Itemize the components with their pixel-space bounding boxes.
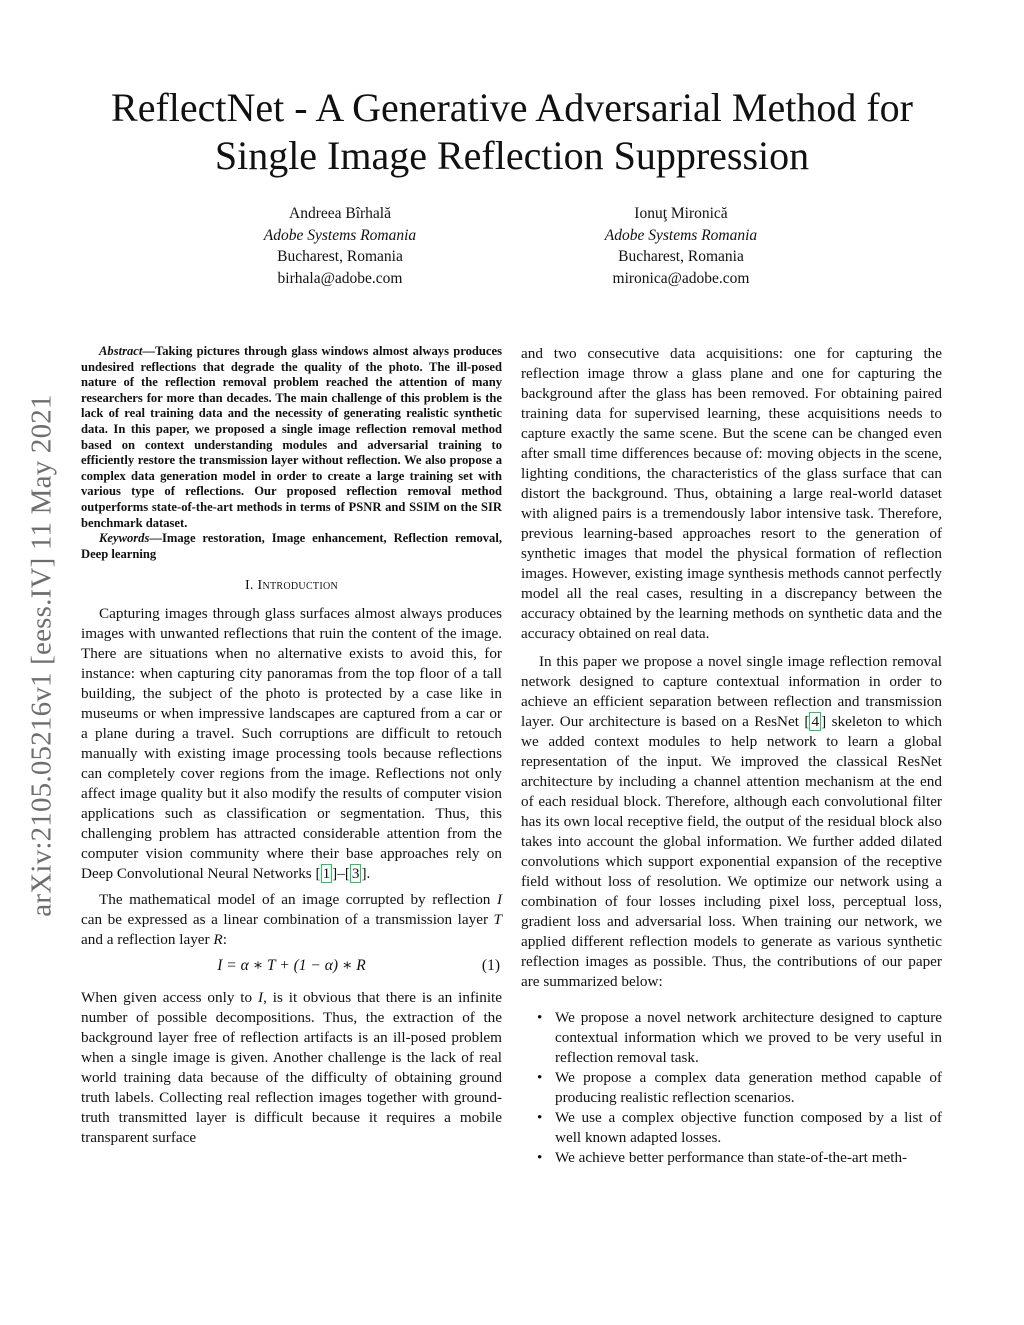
- title-line-2: Single Image Reflection Suppression: [214, 133, 810, 178]
- intro-p2-d: :: [222, 931, 227, 949]
- author-name: Andreea Bîrhală: [289, 205, 391, 222]
- contribution-text: We use a complex objective function composed by a list of well known adapted losses.: [555, 1109, 942, 1146]
- intro-p2-a: The mathematical model of an image corrupted by reflection: [99, 891, 497, 909]
- author-city: Bucharest, Romania: [618, 248, 744, 265]
- intro-p1-end: .: [366, 865, 371, 883]
- contribution-text: We achieve better performance than state-of-the-art meth-: [555, 1149, 908, 1166]
- abstract-label: Abstract: [99, 344, 143, 358]
- intro-p3-a: When given access only to: [81, 989, 258, 1007]
- contribution-item: [537, 1008, 942, 1068]
- bullet-icon: •: [537, 1069, 543, 1086]
- var-r: R: [213, 931, 223, 949]
- right-p2-b: skeleton to which we added context modules to help network to learn a global representation of the input. We improved the classical ResNet architecture by including a channel attention mechanism at the end of each residual block. Therefore, although each convolutional filter has its own local receptive field, the output of the residual block also takes into account the global information. We further added dilated convolutions which support exponential expansion of the receptive field without loss of resolution. We optimize our network using a combination of four losses including pixel loss, perceptual loss, gradient loss and adversarial loss. When training our network, we applied different reflection models to generate as various synthetic reflection images as possible. Thus, the contributions of our paper are summarized below:: [521, 713, 942, 990]
- author-city: Bucharest, Romania: [277, 248, 403, 265]
- equation-number: (1): [481, 957, 500, 975]
- author-affiliation: Adobe Systems Romania: [604, 226, 758, 244]
- var-t: T: [493, 911, 502, 929]
- author-email: mironica@adobe.com: [612, 269, 750, 287]
- author-affiliation: Adobe Systems Romania: [263, 226, 417, 244]
- bullet-icon: •: [537, 1009, 543, 1026]
- right-column: [521, 344, 942, 1168]
- contributions-list: [521, 1008, 942, 1168]
- citation-4[interactable]: 4: [811, 713, 820, 730]
- var-i-inline: I: [258, 989, 264, 1007]
- author-name: Ionuţ Mironică: [634, 205, 728, 222]
- equation-expression: I = α ∗ T + (1 − α) ∗ R: [217, 957, 366, 975]
- right-paragraph-2: In this paper we propose a novel single image reflection removal network designed to capture contextual information in order to achieve an efficient separation between reflection and transmission layer. Our architecture is based on a ResNet [ 4 ] skeleton to which we added context modules to help network to learn a global representation of the input. We improved the classical ResNet architecture by including a channel attention mechanism at the end of each residual block. Therefore, although each convolutional filter has its own local receptive field, the output of the residual block also takes into account the global information. We further added dilated convolutions which support exponential expansion of the receptive field without loss of resolution. We optimize our network using a combination of four losses including pixel loss, perceptual loss, gradient loss and adversarial loss. When training our network, we applied different reflection models to generate as various synthetic reflection images as possible. Thus, the contributions of our paper are summarized below:: [521, 653, 942, 990]
- author-block-1: [200, 203, 480, 289]
- keywords: [81, 531, 502, 562]
- arxiv-identifier: [22, 340, 62, 970]
- cite-range-dash: –: [337, 865, 345, 883]
- contribution-item: [537, 1148, 942, 1168]
- intro-p3-b: , is it obvious that there is an infinite number of possible decompositions. Thus, the extraction of the background layer free of reflection artifacts is an ill-posed problem when a single image is given. Another challenge is the lack of real world training data because of the difficulty of obtaining ground truth labels. Collecting real reflection images together with ground-truth transmitted layer is difficult because it requires a mobile transparent surface: [81, 989, 503, 1147]
- keywords-label: Keywords: [99, 531, 150, 546]
- author-email: birhala@adobe.com: [277, 269, 403, 287]
- abstract-text: —Taking pictures through glass windows almost always produces undesired reflections that degrade the quality of the photo. The ill-posed nature of the reflection removal problem reached the attention of many researchers for more than decades. The main challenge of this problem is the lack of real training data and the necessity of generating realistic synthetic data. In this paper, we proposed a single image reflection removal method based on context understanding modules and adversarial training to efficiently restore the transmission layer without reflection. We also propose a complex data generation model in order to create a large training set with various type of reflections. Our proposed reflection removal method outperforms state-of-the-art methods in terms of PSNR and SSIM on the SIR benchmark dataset.: [81, 344, 502, 530]
- title-line-1: ReflectNet - A Generative Adversarial Method for: [111, 85, 913, 130]
- intro-p1-text: Capturing images through glass surfaces almost always produces images with unwanted reflections that ruin the content of the image. There are situations when no alternative exists to avoid this, for instance: when capturing city panoramas from the top floor of a tall building, the subject of the photo is protected by a case like in museums or when impressive landscapes are captured from a car or a plane during a travel. Such corruptions are difficult to retouch manually with existing image processing tools because reflections can completely cover regions from the image. Reflections not only affect image quality but it also modify the results of computer vision applications such as classification or segmentation. Thus, this challenging problem has attracted considerable attention from the computer vision community where their base approaches rely on Deep Convolutional Neural Networks: [81, 605, 502, 883]
- section-heading-introduction: I. Introduction: [244, 578, 339, 594]
- equation-1: [81, 956, 502, 978]
- contribution-text: We propose a complex data generation method capable of producing realistic reflection scenarios.: [555, 1069, 942, 1106]
- keywords-text: —Image restoration, Image enhancement, Reflection removal, Deep learning: [81, 531, 502, 561]
- citation-3[interactable]: 3: [351, 865, 360, 883]
- right-paragraph-1: and two consecutive data acquisitions: one for capturing the reflection image throw a glass plane and one for capturing the background after the glass has been removed. For obtaining paired training data for supervised learning, these acquisitions needs to capture exactly the same scene. But the scene can be changed even after small time differences because of: moving objects in the scene, lighting conditions, the characteristics of the glass surface that can distort the background. Thus, obtaining a large real-world dataset with aligned pairs is a tremendously labor intensive task. Therefore, previous learning-based approaches resort to the generation of synthetic images that model the physical formation of reflection images. However, existing image synthesis methods cannot perfectly model all the real cases, resulting in a discrepancy between the accuracy obtained by the learning methods on synthetic data and the accuracy obtained on real data.: [521, 345, 942, 642]
- contribution-item: [537, 1068, 942, 1108]
- intro-p2-c: and a reflection layer: [81, 931, 214, 949]
- bullet-icon: •: [537, 1109, 543, 1126]
- contribution-item: [537, 1108, 942, 1148]
- intro-p2-b: can be expressed as a linear combination of a transmission layer: [81, 911, 494, 929]
- bullet-icon: •: [537, 1149, 543, 1166]
- paper-title: [60, 84, 964, 180]
- arxiv-identifier-text: arXiv:2105.05216v1 [eess.IV] 11 May 2021: [25, 393, 58, 917]
- intro-paragraph-1: Capturing images through glass surfaces almost always produces images with unwanted reflections that ruin the content of the image. There are situations when no alternative exists to avoid this, for instance: when capturing city panoramas from the top floor of a tall building, the subject of the photo is protected by a case like in museums or when impressive landscapes are captured from a car or a plane during a travel. Such corruptions are difficult to retouch manually with existing image processing tools because reflections can completely cover regions from the image. Reflections not only affect image quality but it also modify the results of computer vision applications such as classification or segmentation. Thus, this challenging problem has attracted considerable attention from the computer vision community where their base approaches rely on Deep Convolutional Neural Networks [ 1 ]–[ 3 ].: [81, 605, 502, 883]
- citation-1[interactable]: 1: [322, 865, 331, 883]
- left-column: [81, 344, 502, 1154]
- intro-paragraph-3: [81, 988, 502, 1148]
- right-p2-a: In this paper we propose a novel single image reflection removal network designed to capture contextual information in order to achieve an efficient separation between reflection and transmission layer. Our architecture is based on a ResNet: [521, 653, 942, 730]
- contribution-text: We propose a novel network architecture designed to capture contextual information which we proved to be very useful in reflection removal task.: [555, 1009, 942, 1066]
- author-block-2: [541, 203, 821, 289]
- var-i: I: [496, 891, 502, 909]
- abstract: [81, 344, 502, 531]
- intro-paragraph-2: [81, 890, 502, 950]
